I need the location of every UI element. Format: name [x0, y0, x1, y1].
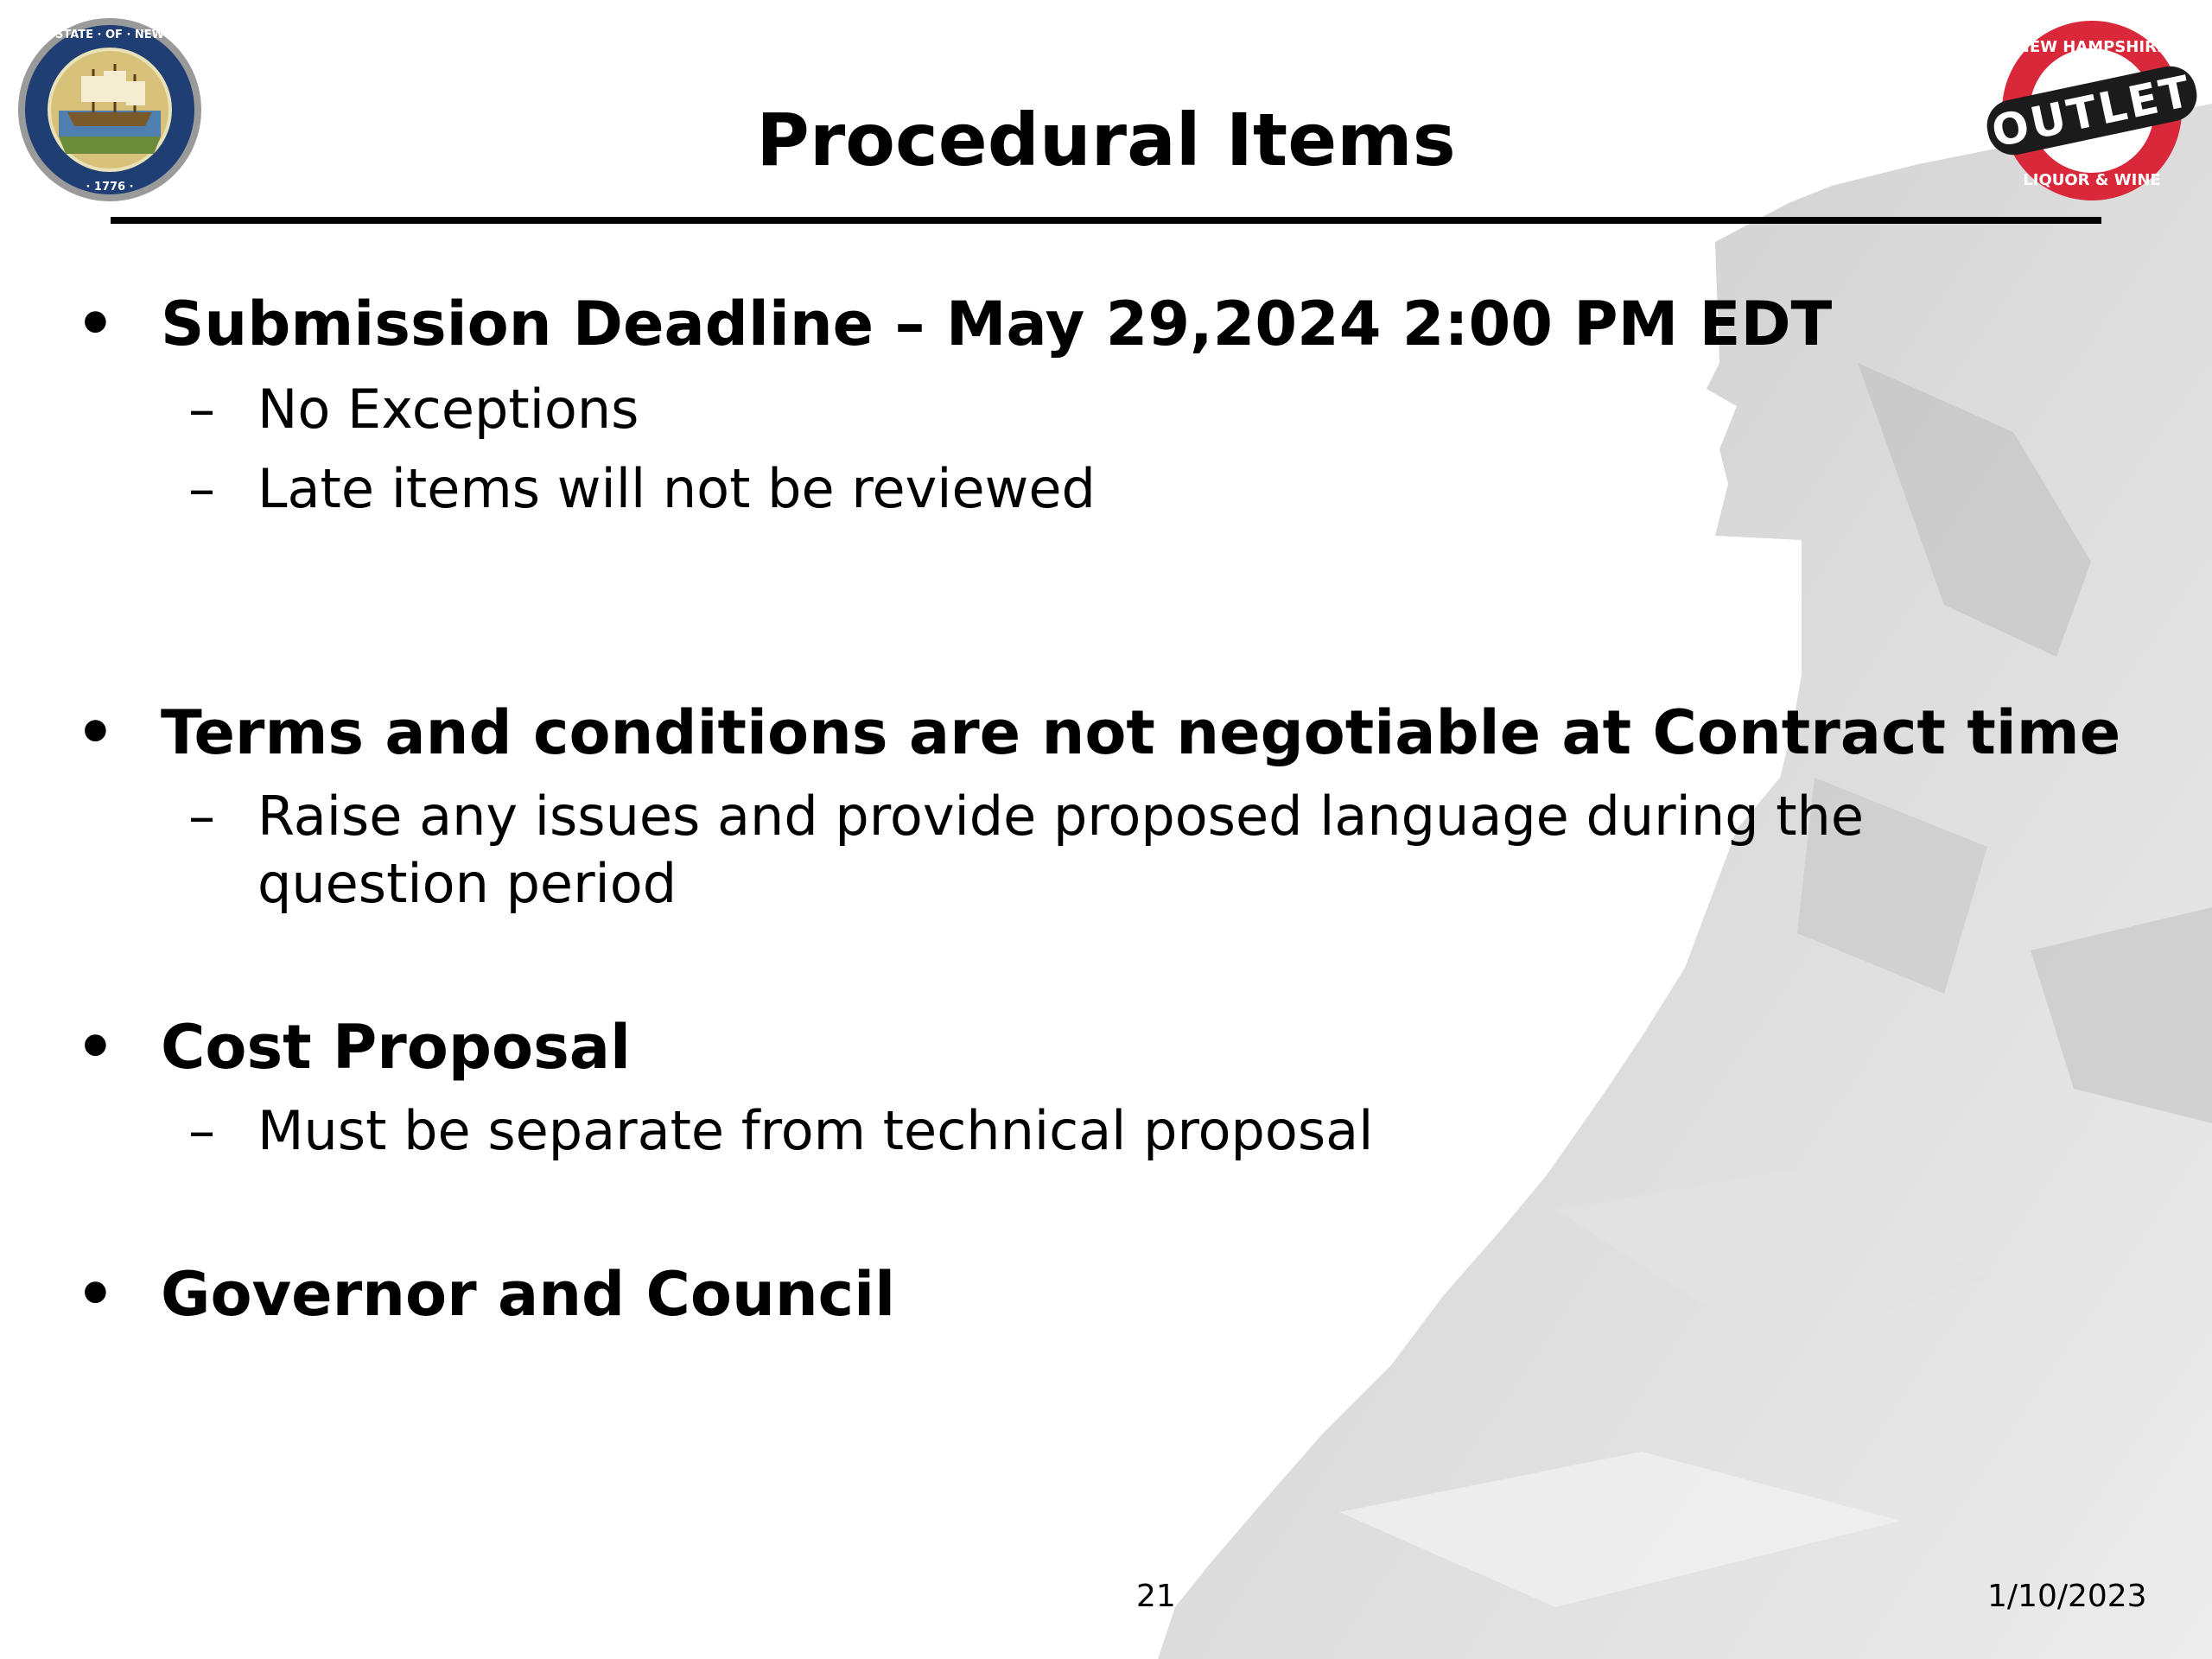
bullet-item — [76, 288, 1832, 360]
bullet-item — [76, 1011, 631, 1084]
sub-item — [188, 376, 639, 443]
bullet-text: Submission Deadline – May 29,2024 2:00 PM EDT — [161, 289, 1833, 359]
bullet-text: Cost Proposal — [161, 1012, 631, 1083]
svg-text:LIQUOR & WINE: LIQUOR & WINE — [2023, 171, 2161, 189]
svg-text:STATE · OF · NEW: STATE · OF · NEW — [54, 29, 165, 41]
sub-item-text: No Exceptions — [257, 378, 639, 441]
bullet-glyph: • — [76, 1259, 115, 1330]
sub-item-text: Must be separate from technical proposal — [257, 1099, 1374, 1162]
dash-glyph: – — [188, 378, 215, 441]
page-number: 21 — [1136, 1579, 1176, 1614]
sub-item-continuation: question period — [257, 852, 677, 915]
svg-text:NEW HAMPSHIRE: NEW HAMPSHIRE — [2016, 38, 2168, 56]
bullet-item — [76, 1258, 895, 1331]
title-divider — [111, 217, 2101, 224]
dash-glyph: – — [188, 1099, 215, 1162]
bullet-glyph: • — [76, 697, 115, 768]
sub-item — [188, 1097, 1373, 1165]
slide-title: Procedural Items — [756, 98, 1456, 182]
sub-item — [188, 455, 1096, 523]
sub-item — [188, 783, 1864, 850]
bullet-glyph: • — [76, 289, 115, 359]
slide-date: 1/10/2023 — [1987, 1579, 2147, 1614]
dash-glyph: – — [188, 457, 215, 520]
bullet-text: Terms and conditions are not negotiable at Contract time — [161, 697, 2121, 768]
sub-item-text: Raise any issues and provide proposed language during the — [257, 785, 1865, 848]
sub-item-text: Late items will not be reviewed — [257, 457, 1096, 520]
svg-text:OUTLET: OUTLET — [1987, 66, 2197, 157]
dash-glyph: – — [188, 785, 215, 848]
svg-text:· 1776 ·: · 1776 · — [86, 181, 134, 194]
bullet-text: Governor and Council — [161, 1259, 896, 1330]
bullet-glyph: • — [76, 1012, 115, 1083]
bullet-item — [76, 696, 2120, 769]
